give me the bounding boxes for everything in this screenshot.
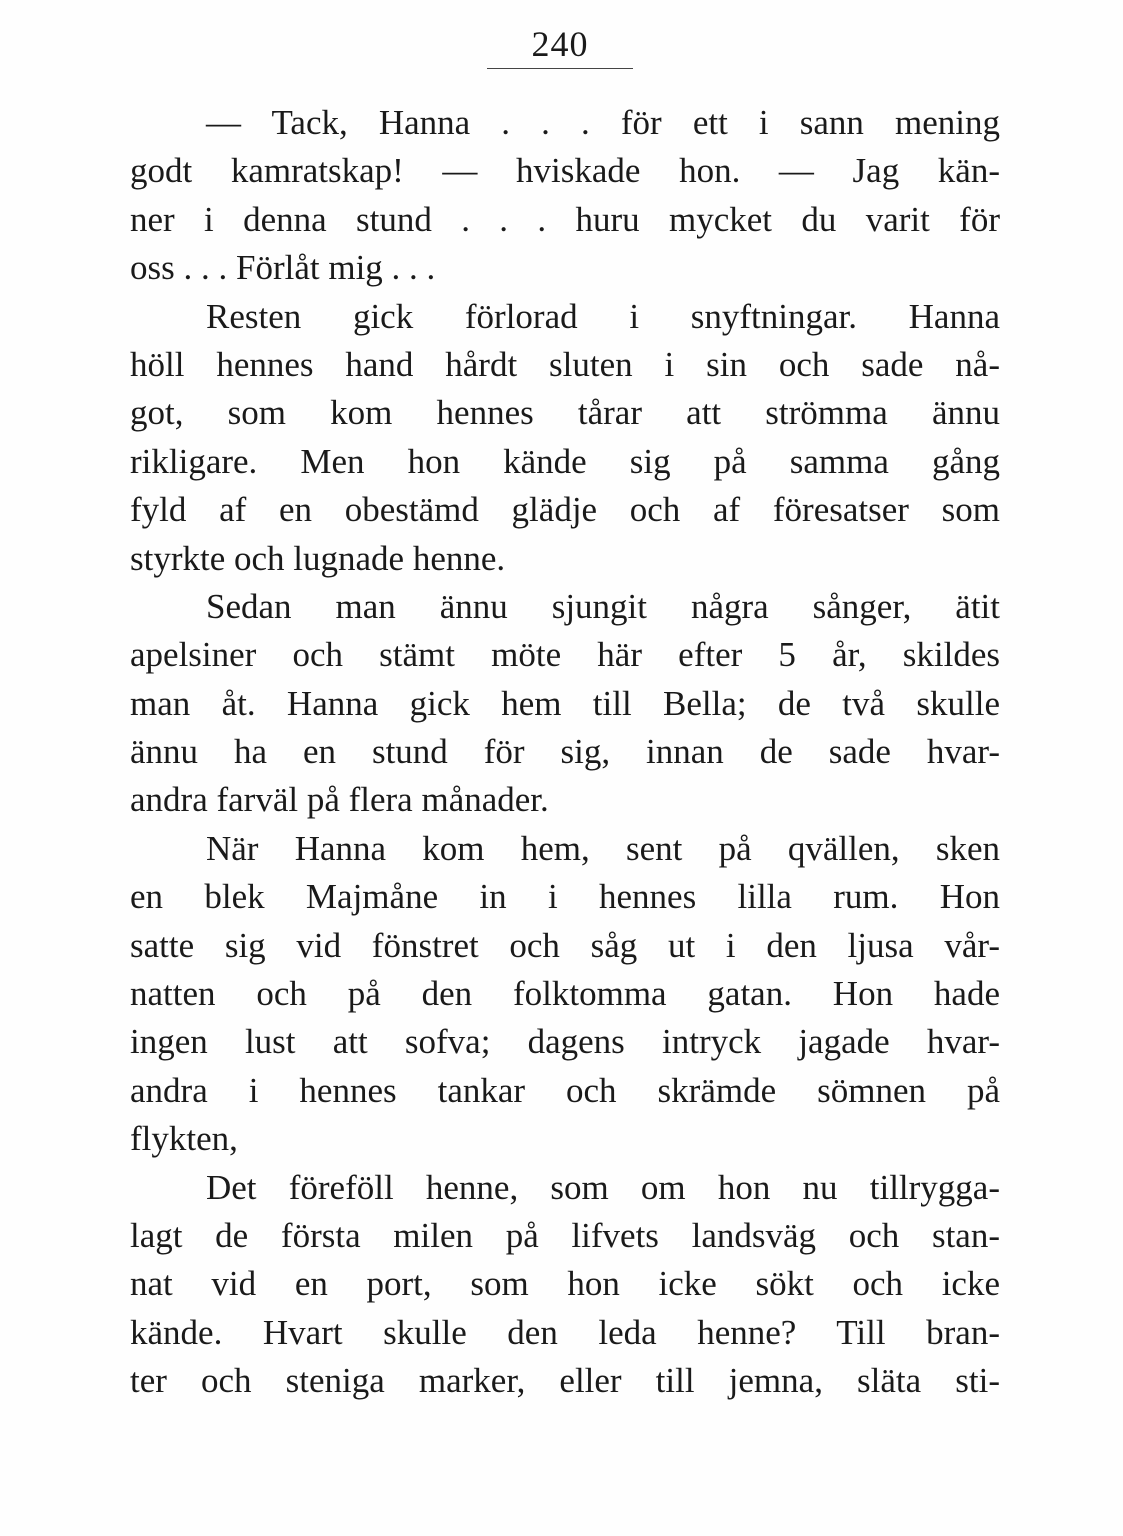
text-line: flykten, (130, 1119, 238, 1159)
text-line: natten och på den folktomma gatan. Hon hade (130, 974, 1000, 1014)
text-line: man åt. Hanna gick hem till Bella; de två skulle (130, 683, 1000, 723)
text-line: höll hennes hand hårdt sluten i sin och sade nå- (130, 344, 1000, 384)
text-line: Resten gick förlorad i snyftningar. Hanna (206, 296, 1000, 336)
text-line: Sedan man ännu sjungit några sånger, ätit (206, 586, 1000, 626)
text-line: fyld af en obestämd glädje och af föresatser som (130, 490, 1000, 530)
page-number: 240 (531, 24, 589, 64)
text-line: oss . . . Förlåt mig . . . (130, 248, 436, 288)
text-line: andra i hennes tankar och skrämde sömnen på (130, 1070, 1000, 1110)
text-line: — Tack, Hanna . . . för ett i sann mening (206, 103, 1000, 142)
text-line: När Hanna kom hem, sent på qvällen, sken (206, 828, 1000, 868)
text-line: styrkte och lugnade henne. (130, 538, 506, 578)
page-number-rule (487, 68, 633, 69)
text-line: en blek Majmåne in i hennes lilla rum. Hon (130, 877, 1000, 917)
text-line: rikligare. Men hon kände sig på samma gång (130, 441, 1000, 481)
text-line: apelsiner och stämt möte här efter 5 år, skildes (130, 635, 1000, 675)
text-line: ner i denna stund . . . huru mycket du varit för (130, 199, 1000, 239)
body-text (130, 99, 1000, 1406)
text-line: Det föreföll henne, som om hon nu tillrygga- (206, 1167, 1000, 1207)
text-line: kände. Hvart skulle den leda henne? Till bran- (130, 1312, 1000, 1352)
text-line: satte sig vid fönstret och såg ut i den ljusa vår- (130, 925, 1000, 965)
text-line: nat vid en port, som hon icke sökt och icke (130, 1264, 1000, 1304)
text-line: godt kamratskap! — hviskade hon. — Jag kän- (130, 151, 1000, 191)
text-line: lagt de första milen på lifvets landsväg och stan- (130, 1215, 1000, 1255)
text-line: andra farväl på flera månader. (130, 780, 549, 820)
text-line: ter och steniga marker, eller till jemna, släta sti- (130, 1361, 1000, 1401)
text-line: got, som kom hennes tårar att strömma ännu (130, 393, 1000, 433)
text-line: ingen lust att sofva; dagens intryck jagade hvar- (130, 1022, 1000, 1062)
text-line: ännu ha en stund för sig, innan de sade hvar- (130, 732, 1000, 772)
